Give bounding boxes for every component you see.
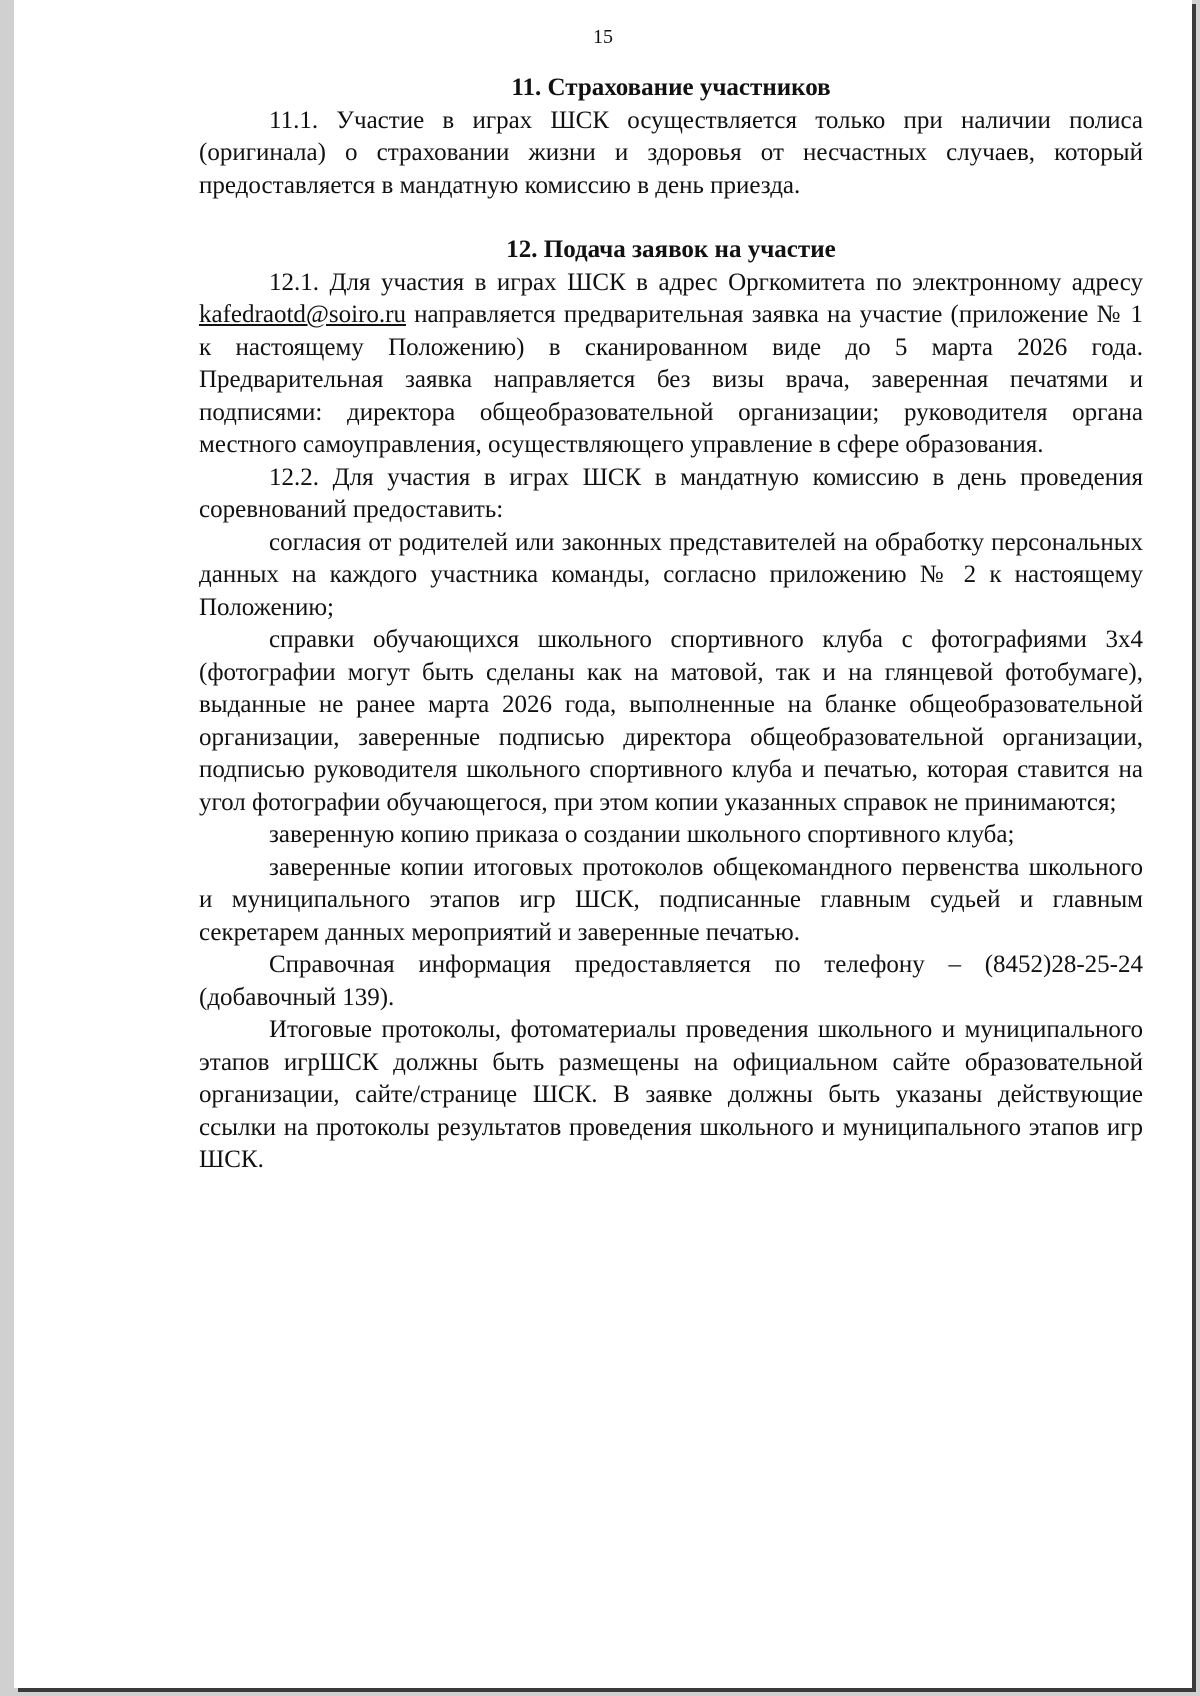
paragraph-12-2: 12.2. Для участия в играх ШСК в мандатную комиссию в день проведения соревнований предоставить:	[199, 463, 1143, 523]
section-11-title: 11. Страхование участников	[511, 74, 831, 101]
section-12-title: 12. Подача заявок на участие	[506, 236, 836, 263]
document-page	[14, 0, 1192, 1688]
list-item-consent: согласия от родителей или законных представителей на обработку персональных данных на каждого участника команды, согласно приложению № 2 к настоящему Положению;	[199, 528, 1143, 621]
page-number: 15	[593, 26, 613, 48]
paragraph-final-protocols: Итоговые протоколы, фотоматериалы проведения школьного и муниципального этапов игрШСК должны быть размещены на официальном сайте образовательной организации, сайте/странице ШСК. В заявке должны быть указаны действующие ссылки на протоколы результатов проведения школьного и муниципального этапов игр ШСК.	[199, 1016, 1143, 1173]
paragraph-12-1	[199, 267, 1143, 462]
list-item-certificates: справки обучающихся школьного спортивного клуба с фотографиями 3х4 (фотографии могут быть сделаны как на матовой, так и на глянцевой фотобумаге), выданные не ранее марта 2026 года, выполненные на бланке общеобразовательной организации, заверенные подписью директора общеобразовательной организации, подписью руководителя школьного спортивного клуба и печатью, которая ставится на угол фотографии обучающегося, при этом копии указанных справок не принимаются;	[199, 626, 1143, 816]
page-content	[199, 72, 1143, 1177]
paragraph-reference-phone: Справочная информация предоставляется по телефону – (8452)28-25-24 (добавочный 139).	[199, 951, 1143, 1011]
email-link[interactable]: kafedraotd@soiro.ru	[199, 301, 406, 328]
list-item-order-copy: заверенную копию приказа о создании школьного спортивного клуба;	[269, 821, 1015, 848]
list-item-protocol-copies: заверенные копии итоговых протоколов общекомандного первенства школьного и муниципального этапов игр ШСК, подписанные главным судьей и главным секретарем данных мероприятий и заверенные печатью.	[199, 853, 1143, 946]
paragraph-12-1-text-start: 12.1. Для участия в играх ШСК в адрес Оргкомитета по электронному адресу	[269, 268, 1143, 296]
paragraph-11-1: 11.1. Участие в играх ШСК осуществляется только при наличии полиса (оригинала) о страховании жизни и здоровья от несчастных случаев, который предоставляется в мандатную комиссию в день приезда.	[199, 106, 1143, 199]
paragraph-12-1-text-end: направляется предварительная заявка на участие (приложение № 1 к настоящему Положению) в сканированном виде до 5 марта 2026 года. Предварительная заявка направляется без визы врача, заверенная печатями и подписями: директора общеобразовательной организации; руководителя органа местного самоуправления, осуществляющего управление в сфере образования.	[199, 301, 1143, 458]
